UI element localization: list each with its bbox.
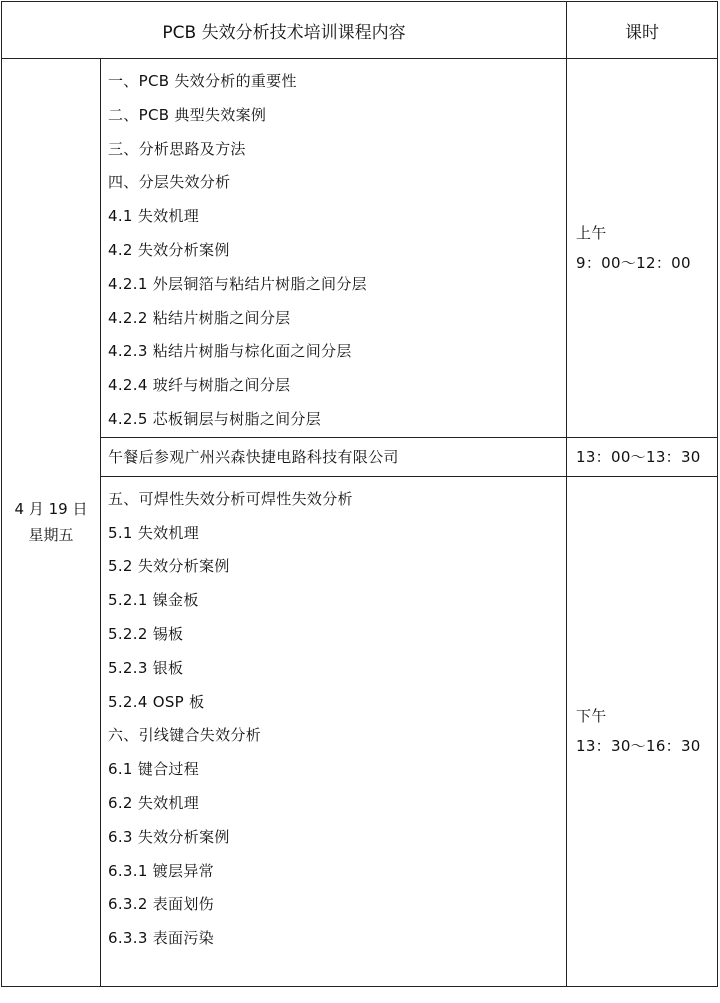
topic-item: 6.3.1 镀层异常 — [108, 861, 214, 880]
topic-item: 五、可焊性失效分析可焊性失效分析 — [108, 489, 353, 508]
topic-item: 4.2.3 粘结片树脂与棕化面之间分层 — [108, 342, 352, 361]
topic-item: 二、PCB 典型失效案例 — [108, 105, 267, 124]
topic-item: 5.2.2 锡板 — [108, 624, 184, 643]
afternoon-row — [2, 476, 718, 986]
topic-item: 4.2 失效分析案例 — [108, 240, 230, 259]
morning-period: 上午 — [576, 223, 607, 242]
topic-item: 5.2.4 OSP 板 — [108, 692, 205, 711]
topic-item: 6.1 键合过程 — [108, 760, 200, 779]
topic-item: 5.1 失效机理 — [108, 523, 200, 542]
topic-item: 6.3.2 表面划伤 — [108, 895, 214, 914]
hours-title: 课时 — [567, 2, 718, 59]
date-weekday: 星期五 — [28, 526, 74, 545]
date-day: 4 月 19 日 — [14, 500, 88, 519]
topic-item: 6.2 失效机理 — [108, 793, 200, 812]
topic-item: 5.2.1 镍金板 — [108, 591, 199, 610]
header-row — [2, 2, 718, 59]
topic-item: 6.3 失效分析案例 — [108, 827, 230, 846]
morning-row — [2, 59, 718, 438]
topic-item: 一、PCB 失效分析的重要性 — [108, 72, 297, 90]
afternoon-time: 13：30～16：30 — [576, 737, 701, 756]
lunch-row — [2, 437, 718, 476]
lunch-time: 13：00～13：30 — [567, 437, 718, 476]
morning-topics — [101, 59, 567, 438]
topic-item: 六、引线键合失效分析 — [108, 726, 262, 745]
lunch-visit-text: 午餐后参观广州兴森快捷电路科技有限公司 — [101, 437, 567, 476]
topic-item: 6.3.3 表面污染 — [108, 929, 214, 948]
afternoon-topics — [101, 476, 567, 986]
topic-item: 4.1 失效机理 — [108, 207, 200, 226]
date-cell — [2, 59, 101, 987]
morning-time-cell — [567, 59, 718, 438]
afternoon-period: 下午 — [576, 707, 607, 726]
morning-time: 9：00～12：00 — [576, 253, 691, 272]
topic-item: 四、分层失效分析 — [108, 173, 231, 192]
topic-item: 4.2.5 芯板铜层与树脂之间分层 — [108, 409, 322, 428]
topic-item: 三、分析思路及方法 — [108, 139, 246, 158]
topic-item: 5.2.3 银板 — [108, 658, 184, 677]
topic-item: 5.2 失效分析案例 — [108, 557, 230, 576]
afternoon-time-cell — [567, 476, 718, 986]
topic-item: 4.2.2 粘结片树脂之间分层 — [108, 308, 291, 327]
course-table — [1, 1, 718, 987]
content-title: PCB 失效分析技术培训课程内容 — [2, 2, 567, 59]
topic-item: 4.2.1 外层铜箔与粘结片树脂之间分层 — [108, 274, 367, 293]
topic-item: 4.2.4 玻纤与树脂之间分层 — [108, 376, 291, 395]
